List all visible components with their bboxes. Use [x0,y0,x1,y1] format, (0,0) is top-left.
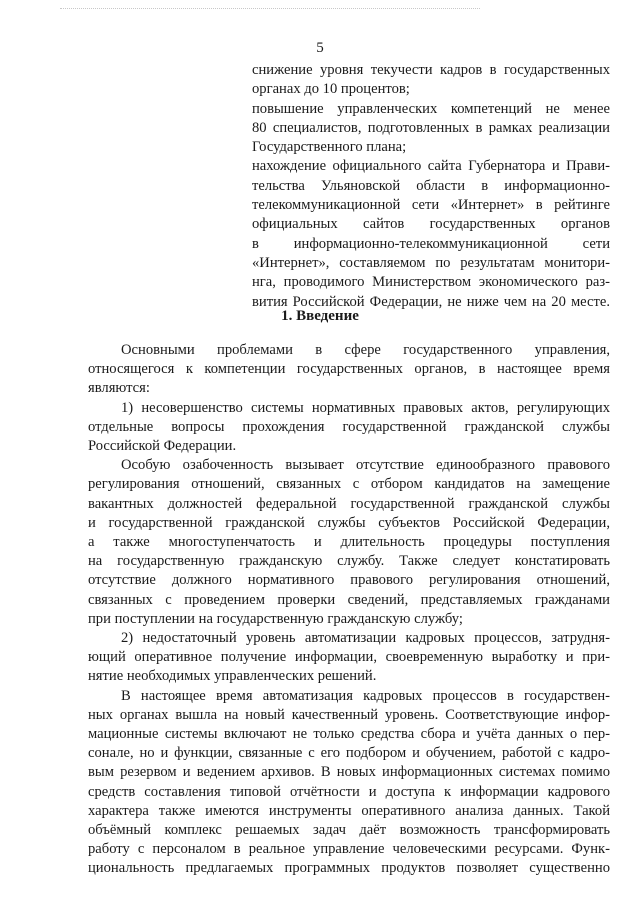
text-line: а также многоступенчатость и длительность процедуры поступления [88,534,610,551]
section-body [88,341,610,879]
text-line: работу с персоналом в реальное управление человеческими ресурсами. Функ- [88,841,610,858]
text-line: отсутствие должного нормативного правового регулирования отношений, [88,572,610,589]
text-line: средств составления типовой отчётности и доступа к информации кадрового [88,783,610,800]
text-line: 2) недостаточный уровень автоматизации кадровых процессов, затрудня- [121,630,610,647]
text-line: вития Российской Федерации, не ниже чем на 20 месте. [252,293,610,310]
text-line: органах до 10 процентов; [252,81,410,98]
text-line: характера также имеются инструменты оперативного анализа данных. Такой [88,802,610,819]
text-line: тельства Ульяновской области в информационно- [252,177,610,194]
text-line: связанных с проведением проверки сведений, представляемых гражданами [88,591,610,608]
text-line: снижение уровня текучести кадров в государственных [252,62,610,78]
page-number: 5 [316,40,324,56]
text-line: 80 специалистов, подготовленных в рамках реализации [252,119,610,136]
text-line: регулирования отношений, связанных с отбором кандидатов на замещение [88,476,610,493]
text-line: 1) несовершенство системы нормативных правовых актов, регулирующих [121,399,610,416]
text-line: Российской Федерации. [88,438,237,455]
text-line: повышение управленческих компетенций не менее [252,100,610,117]
text-line: являются: [88,380,150,397]
goals-list-continuation [252,61,610,312]
text-line: нга, проводимого Министерством экономического раз- [252,274,610,291]
text-line: официальных сайтов государственных органов [252,216,610,233]
text-line: Государственного плана; [252,139,407,156]
text-line: мационные системы включают не только средства сбора и учёта данных о пер- [88,726,610,743]
text-line: циональность предлагаемых программных продуктов позволяет существенно [88,860,610,877]
text-line: относящегося к компетенции государственных органов, в настоящее время [88,361,610,378]
text-line: «Интернет», составляемом по результатам монитори- [252,254,610,271]
text-line: вым резервом и ведением архивов. В новых информационных системах помимо [88,764,610,781]
text-line: в информационно-телекоммуникационной сети [252,235,610,252]
text-line: сонале, но и функции, связанные с его подбором и обучением, работой с кадро- [88,745,610,762]
text-line: на государственную гражданскую службу. Также следует констатировать [88,553,610,570]
text-line: В настоящее время автоматизация кадровых процессов в государствен- [121,687,610,704]
section-heading: 1. Введение [281,308,359,324]
text-line: Основными проблемами в сфере государственного управления, [121,342,610,358]
text-line: отдельные вопросы прохождения государственной гражданской службы [88,418,610,435]
text-line: при поступлении на государственную гражданскую службу; [88,610,463,627]
text-line: и государственной гражданской службы субъектов Российской Федерации, [88,514,610,531]
text-line: ющий оперативное получение информации, своевременную выработку и при- [88,649,610,666]
text-line: нахождение официального сайта Губернатора и Прави- [252,158,610,175]
text-line: Особую озабоченность вызывает отсутствие единообразного правового [121,457,610,474]
text-line: ных органах вышла на новый качественный уровень. Соответствующие инфор- [88,706,610,723]
scan-artifact-line [60,8,480,13]
text-line: нятие необходимых управленческих решений. [88,668,377,685]
text-line: вакантных должностей федеральной государственной гражданской службы [88,495,610,512]
text-line: телекоммуникационной сети «Интернет» в рейтинге [252,197,610,214]
text-line: объёмный комплекс решаемых задач даёт возможность трансформировать [88,822,610,839]
